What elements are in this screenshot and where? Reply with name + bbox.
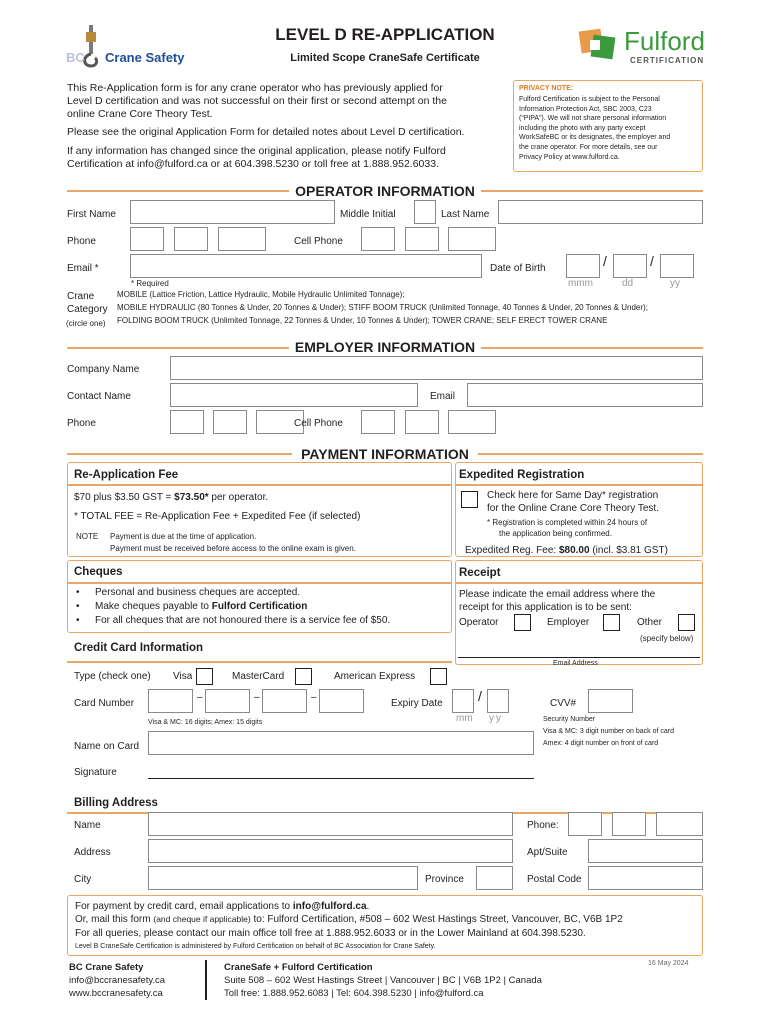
contact-name-label: Contact Name (67, 391, 131, 402)
list-item: • Personal and business cheques are accepted. (74, 586, 390, 600)
cell-line-field[interactable] (448, 227, 496, 251)
cvv-field[interactable] (588, 689, 633, 713)
crane-category-option[interactable]: MOBILE HYDRAULIC (80 Tonnes & Under, 20 Tonnes & Under); STIFF BOOM TRUCK (Unlimited Tonnage, 40 Tonnes & Under, 20 Tonnes & Under); (117, 303, 648, 312)
expedited-note: * Registration is completed within 24 hours of the application being confirmed. (487, 518, 648, 538)
cheques-list (74, 586, 390, 628)
crane-category-option[interactable]: MOBILE (Lattice Friction, Lattice Hydraulic, Mobile Hydraulic Unlimited Tonnage); (117, 290, 405, 299)
receipt-other-label: Other (637, 617, 663, 628)
phone-area-field[interactable] (130, 227, 164, 251)
phone-label: Phone (67, 236, 96, 247)
employer-phone-area-field[interactable] (170, 410, 204, 434)
company-name-field[interactable] (170, 356, 703, 380)
expiry-year-field[interactable] (487, 689, 509, 713)
card-type-label: Type (check one) (74, 671, 151, 682)
billing-address-label: Address (74, 847, 111, 858)
first-name-field[interactable] (130, 200, 335, 224)
card-number-dash: – (254, 692, 260, 703)
note-label: NOTE (76, 532, 99, 541)
expedited-fee: Expedited Reg. Fee: $80.00 (incl. $3.81 GST) (465, 545, 668, 556)
card-digits-hint: Visa & MC: 16 digits; Amex: 15 digits (148, 719, 263, 726)
payment-heading: PAYMENT INFORMATION (0, 446, 770, 462)
dob-month-field[interactable] (566, 254, 600, 278)
receipt-employer-checkbox[interactable] (603, 614, 620, 631)
expedited-title: Expedited Registration (459, 469, 585, 481)
credit-card-title: Credit Card Information (74, 642, 204, 654)
fulford-logo-subtext: CERTIFICATION (630, 56, 705, 65)
billing-postal-label: Postal Code (527, 874, 582, 885)
receipt-specify-hint: (specify below) (640, 634, 694, 643)
page-subtitle: Limited Scope CraneSafe Certificate (290, 52, 480, 64)
footer-date: 16 May 2024 (648, 960, 689, 967)
list-item: • For all cheques that are not honoured there is a service fee of $50. (74, 614, 390, 628)
cell-prefix-field[interactable] (405, 227, 439, 251)
middle-initial-label: Middle Initial (340, 209, 396, 220)
receipt-operator-checkbox[interactable] (514, 614, 531, 631)
card-number-dash: – (311, 692, 317, 703)
billing-phone-label: Phone: (527, 820, 559, 831)
employer-phone-label: Phone (67, 418, 96, 429)
contact-name-field[interactable] (170, 383, 418, 407)
cell-area-field[interactable] (361, 227, 395, 251)
billing-phone-prefix-field[interactable] (612, 812, 646, 836)
dob-year-field[interactable] (660, 254, 694, 278)
billing-city-field[interactable] (148, 866, 418, 890)
receipt-text: Please indicate the email address where the receipt for this application is to be sent: (459, 589, 656, 613)
receipt-other-checkbox[interactable] (678, 614, 695, 631)
privacy-note: PRIVACY NOTE: Fulford Certification is subject to the Personal Information Protection Act, SBC 2003, C23 (“PIPA”). We will not share personal information including the photo with any party except WorkSafeBC or its designates, the employer and the crane operator. For more details, see our Privacy Policy at www.fulford.ca. (513, 80, 703, 172)
billing-phone-line-field[interactable] (656, 812, 703, 836)
total-fee-line: * TOTAL FEE = Re-Application Fee + Expedited Fee (if selected) (74, 511, 361, 522)
crane-category-label: Crane (67, 291, 95, 302)
expiry-month-hint: mm (456, 713, 473, 724)
card-type-amex-label: American Express (334, 671, 416, 682)
receipt-email-label: Email Address (553, 660, 598, 667)
panel-divider (67, 582, 452, 584)
intro-paragraph-2: Please see the original Application Form for detailed notes about Level D certification. (67, 126, 465, 138)
bc-logo-text: BC (66, 50, 85, 65)
fulford-logo-mark-icon (576, 26, 620, 64)
card-number-group-2[interactable] (205, 689, 250, 713)
card-number-group-1[interactable] (148, 689, 193, 713)
fulford-logo-text: Fulford (624, 26, 705, 56)
submission-line-3: For all queries, please contact our main office toll free at 1.888.952.6033 or in the Lower Mainland at 604.398.5230. (75, 928, 586, 939)
employer-cell-line-field[interactable] (448, 410, 496, 434)
employer-heading: EMPLOYER INFORMATION (0, 339, 770, 355)
card-type-visa-label: Visa (173, 671, 193, 682)
panel-divider (67, 661, 452, 663)
footer-cranesafe-fulford: CraneSafe + Fulford Certification Suite 508 – 602 West Hastings Street | Vancouver | BC | V6B 1P2 | Canada Toll free: 1.888.952.6083 | Tel: 604.398.5230 | info@fulford.ca (224, 962, 542, 999)
email-label: Email * (67, 263, 99, 274)
receipt-operator-label: Operator (459, 617, 499, 628)
employer-phone-prefix-field[interactable] (213, 410, 247, 434)
billing-apt-field[interactable] (588, 839, 703, 863)
card-number-dash: – (197, 692, 203, 703)
administration-note: Level B CraneSafe Certification is administered by Fulford Certification on behalf of BC Association for Crane Safety. (75, 943, 436, 950)
footer-divider (205, 960, 207, 1000)
middle-initial-field[interactable] (414, 200, 436, 224)
last-name-field[interactable] (498, 200, 703, 224)
card-number-group-4[interactable] (319, 689, 364, 713)
required-note: * Required (131, 279, 169, 288)
employer-email-field[interactable] (467, 383, 703, 407)
crane-category-option[interactable]: FOLDING BOOM TRUCK (Unlimited Tonnage, 22 Tonnes & Under, 10 Tonnes & Under); TOWER CRANE; SELF ERECT TOWER CRANE (117, 316, 608, 325)
name-on-card-label: Name on Card (74, 741, 140, 752)
fee-line: $70 plus $3.50 GST = $73.50* per operator. (74, 492, 269, 503)
employer-cell-label: Cell Phone (294, 418, 343, 429)
billing-phone-area-field[interactable] (568, 812, 602, 836)
intro-paragraph-1: This Re-Application form is for any crane operator who has previously applied for Level D certification and was not successful on their first or second attempt on the online Crane Core Theory Test. (67, 82, 447, 120)
submission-line-1: For payment by credit card, email applications to info@fulford.ca. (75, 901, 370, 912)
last-name-label: Last Name (441, 209, 490, 220)
card-type-mastercard-label: MasterCard (232, 671, 285, 682)
dob-separator: / (603, 253, 607, 269)
crane-category-label: Category (67, 304, 108, 315)
cvv-hint: Security Number Visa & MC: 3 digit number on back of card Amex: 4 digit number on front of card (543, 716, 674, 747)
phone-line-field[interactable] (218, 227, 266, 251)
footer-bc-crane-safety: BC Crane Safety info@bccranesafety.ca www.bccranesafety.ca (69, 962, 166, 999)
billing-address-title: Billing Address (74, 797, 158, 809)
email-field[interactable] (130, 254, 482, 278)
page-title: LEVEL D RE-APPLICATION (275, 25, 495, 44)
name-on-card-field[interactable] (148, 731, 534, 755)
panel-divider (67, 484, 452, 486)
card-type-visa-checkbox[interactable] (196, 668, 213, 685)
billing-province-field[interactable] (476, 866, 513, 890)
company-name-label: Company Name (67, 364, 140, 375)
first-name-label: First Name (67, 209, 116, 220)
circle-one-hint: (circle one) (66, 319, 106, 328)
phone-prefix-field[interactable] (174, 227, 208, 251)
cell-phone-label: Cell Phone (294, 236, 343, 247)
receipt-employer-label: Employer (547, 617, 590, 628)
receipt-title: Receipt (459, 567, 501, 579)
billing-address-field[interactable] (148, 839, 513, 863)
billing-name-label: Name (74, 820, 101, 831)
employer-email-label: Email (430, 391, 456, 402)
expiry-month-field[interactable] (452, 689, 474, 713)
dob-label: Date of Birth (490, 263, 546, 274)
dob-year-hint: yy (670, 278, 680, 289)
note-text: Payment is due at the time of application. Payment must be received before access to the online exam is given. (110, 532, 356, 553)
signature-line[interactable] (148, 778, 534, 779)
expiry-separator: / (478, 688, 482, 704)
cheques-title: Cheques (74, 566, 123, 578)
billing-city-label: City (74, 874, 92, 885)
dob-separator: / (650, 253, 654, 269)
card-type-amex-checkbox[interactable] (430, 668, 447, 685)
operator-heading: OPERATOR INFORMATION (0, 183, 770, 199)
billing-province-label: Province (425, 874, 464, 885)
employer-cell-area-field[interactable] (361, 410, 395, 434)
signature-label: Signature (74, 767, 117, 778)
billing-name-field[interactable] (148, 812, 513, 836)
expiry-date-label: Expiry Date (391, 698, 443, 709)
expedited-checkbox[interactable] (461, 491, 478, 508)
billing-apt-label: Apt/Suite (527, 847, 568, 858)
card-type-mastercard-checkbox[interactable] (295, 668, 312, 685)
crane-category-options[interactable] (117, 288, 648, 327)
crane-safety-logo-text: Crane Safety (105, 50, 185, 65)
cvv-label: CVV# (550, 698, 577, 709)
billing-postal-field[interactable] (588, 866, 703, 890)
fulford-logo (576, 26, 706, 68)
card-number-group-3[interactable] (262, 689, 307, 713)
dob-month-hint: mmm (568, 278, 593, 289)
card-number-label: Card Number (74, 698, 135, 709)
submission-line-2: Or, mail this form (and cheque if applicable) to: Fulford Certification, #508 – 602 West Hastings Street, Vancouver, BC, V6B 1P2 (75, 914, 623, 925)
panel-divider (455, 582, 703, 584)
intro-paragraph-3: If any information has changed since the original application, please notify Fulford Certification at info@fulford.ca or at 604.398.5230 or toll free at 1.888.952.6033. (67, 145, 446, 170)
dob-day-hint: dd (622, 278, 634, 289)
dob-day-field[interactable] (613, 254, 647, 278)
reapplication-fee-title: Re-Application Fee (74, 469, 179, 481)
panel-divider (455, 484, 703, 486)
employer-cell-prefix-field[interactable] (405, 410, 439, 434)
privacy-note-title: PRIVACY NOTE: (519, 85, 574, 92)
list-item: • Make cheques payable to Fulford Certification (74, 600, 390, 614)
expiry-year-hint: yy (489, 713, 503, 724)
expedited-text: Check here for Same Day* registration for the Online Crane Core Theory Test. (487, 490, 659, 514)
